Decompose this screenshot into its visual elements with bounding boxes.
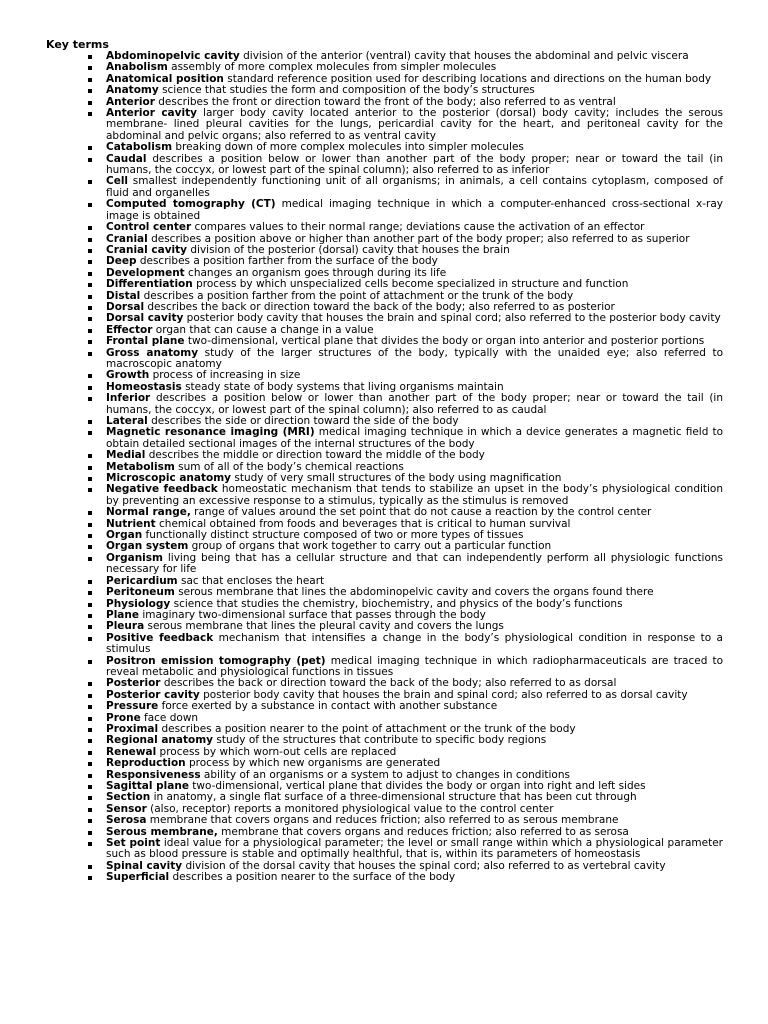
glossary-definition: describes the back or direction toward the back of the body; also referred to as dorsal [163,677,617,690]
glossary-definition: assembly of more complex molecules from simpler molecules [171,61,497,74]
glossary-entry [46,393,723,416]
bullet-icon [88,625,92,629]
glossary-term: Positron emission tomography (pet) [106,654,326,667]
bullet-icon [88,180,92,184]
bullet-icon [88,329,92,333]
glossary-definition: division of the posterior (dorsal) cavity that houses the brain [190,243,510,256]
glossary-term: Positive feedback [106,631,214,644]
glossary-definition: describes a position above or higher than another part of the body proper; also referred to as superior [151,232,690,245]
glossary-term: Regional anatomy [106,734,214,747]
glossary-term: Control center [106,221,192,234]
section-heading: Key terms [46,38,109,51]
glossary-term: Superficial [106,871,170,884]
bullet-icon [88,785,92,789]
glossary-definition: describes the side or direction toward the side of the body [151,415,459,427]
glossary-term: Cranial cavity [106,243,188,256]
glossary-definition: medical imaging technique in which radiopharmaceuticals are traced to reveal metabolic and physiological functions in tissues [106,654,723,678]
glossary-definition: organ that can cause a change in a value [155,323,374,336]
glossary-definition: ability of an organisms or a system to adjust to changes in conditions [203,768,570,781]
glossary-definition: describes the back or direction toward the back of the body; also referred to as posterior [147,300,615,313]
glossary-definition: process of increasing in size [152,369,301,382]
bullet-icon [88,477,92,481]
bullet-icon [88,796,92,800]
glossary-term: Organ system [106,540,189,553]
glossary-term: Anterior cavity [106,107,197,120]
bullet-icon [88,762,92,766]
glossary-definition: group of organs that work together to carry out a particular function [191,540,552,553]
bullet-icon [88,511,92,515]
glossary-entry [46,633,723,656]
glossary-definition: changes an organism goes through during its life [188,266,447,279]
glossary-definition: science that studies the chemistry, biochemistry, and physics of the body’s functions [173,597,623,610]
bullet-icon [88,260,92,264]
glossary-definition: sum of all of the body’s chemical reactions [178,460,404,473]
bullet-icon [88,454,92,458]
glossary-definition: homeostatic mechanism that tends to stabilize an upset in the body’s physiological condition by preventing an excessive response to a stimulus, typically as the stimulus is removed [106,483,724,507]
glossary-definition: breaking down of more complex molecules into simpler molecules [175,141,524,154]
glossary-term: Anatomical position [106,72,224,85]
glossary-term: Dorsal [106,300,145,313]
glossary-term: Organ [106,529,143,542]
bullet-icon [88,580,92,584]
bullet-icon [88,420,92,424]
glossary-definition: process by which worn-out cells are replaced [159,745,397,758]
bullet-icon [88,774,92,778]
glossary-definition: study of very small structures of the body using magnification [234,472,562,485]
bullet-icon [88,306,92,310]
bullet-icon [88,112,92,116]
bullet-icon [88,876,92,880]
glossary-term: Posterior [106,677,161,690]
glossary-term: Caudal [106,152,147,165]
glossary-definition: larger body cavity located anterior to the posterior (dorsal) body cavity; includes the serous membrane- lined pleural cavities for the lungs, pericardial cavity for the heart, and peritoneal cavity for the abdominal and pelvic organs; also referred to as ventral cavity [106,107,723,142]
bullet-icon [88,272,92,276]
bullet-icon [88,158,92,162]
glossary-definition: division of the anterior (ventral) cavity that houses the abdominal and pelvic viscera [243,50,689,62]
bullet-icon [88,295,92,299]
glossary-term: Peritoneum [106,586,175,599]
glossary-definition: study of the structures that contribute to specific body regions [216,734,547,747]
bullet-icon [88,739,92,743]
bullet-icon [88,705,92,709]
glossary-term: Physiology [106,597,171,610]
glossary-term: Prone [106,711,141,724]
glossary-definition: ideal value for a physiological parameter; the level or small range within which a physiological parameter such as blood pressure is stable and optimally healthful, that is, within its parameters of homeostasis [106,837,723,861]
glossary-definition: posterior body cavity that houses the brain and spinal cord; also referred to the posterior body cavity [186,312,721,325]
bullet-icon [88,66,92,70]
bullet-icon [88,660,92,664]
glossary-term: Microscopic anatomy [106,472,232,485]
glossary-definition: serous membrane that lines the pleural cavity and covers the lungs [147,620,504,633]
glossary-entry [46,154,723,177]
bullet-icon [88,397,92,401]
glossary-definition: in anatomy, a single flat surface of a three-dimensional structure that has been cut through [153,791,637,804]
glossary-definition: membrane that covers organs and reduces friction; also referred to as serosa [221,825,629,838]
glossary-definition: sac that encloses the heart [180,574,325,587]
glossary-definition: steady state of body systems that living organisms maintain [185,380,504,393]
glossary-term: Effector [106,323,153,336]
bullet-icon [88,101,92,105]
glossary-term: Abdominopelvic cavity [106,50,240,62]
glossary-definition: mechanism that intensifies a change in the body’s physiological condition in response to a stimulus [106,631,723,656]
glossary-definition: two-dimensional, vertical plane that divides the body or organ into right and left sides [192,780,646,792]
glossary-definition: membrane that covers organs and reduces friction; also referred to as serous membrane [149,814,619,827]
glossary-term: Cranial [106,232,148,245]
bullet-icon [88,842,92,846]
bullet-icon [88,249,92,253]
glossary-term: Frontal plane [106,335,185,348]
glossary-term: Posterior cavity [106,688,200,701]
glossary-entry [46,199,723,222]
glossary-definition: process by which unspecialized cells become specialized in structure and function [196,278,629,291]
glossary-term: Metabolism [106,460,175,473]
glossary-definition: medical imaging technique in which a device generates a magnetic field to obtain detailed sectional images of the internal structures of the body [106,426,723,450]
bullet-icon [88,751,92,755]
document-page [46,38,723,884]
glossary-term: Pericardium [106,574,178,587]
bullet-icon [88,819,92,823]
glossary-definition: functionally distinct structure composed of two or more types of tissues [145,529,524,542]
glossary-definition: imaginary two-dimensional surface that passes through the body [142,608,486,621]
glossary-definition: smallest independently functioning unit of all organisms; in animals, a cell contains cytoplasm, composed of fluid and organelles [106,175,723,199]
bullet-icon [88,808,92,812]
bullet-icon [88,431,92,435]
glossary-term: Normal range, [106,506,191,519]
bullet-icon [88,557,92,561]
glossary-definition: standard reference position used for describing locations and directions on the human body [227,72,712,85]
glossary-definition: describes a position below or lower than another part of the body proper; near or toward the tail (in humans, the coccyx, or lowest part of the spinal column); also referred to as caudal [106,392,723,416]
glossary-term: Homeostasis [106,380,182,393]
bullet-icon [88,831,92,835]
glossary-term: Sensor [106,802,147,815]
bullet-icon [88,283,92,287]
glossary-term: Section [106,791,151,804]
glossary-definition: posterior body cavity that houses the brain and spinal cord; also referred to as dorsal cavity [203,688,688,701]
bullet-icon [88,226,92,230]
glossary-term: Dorsal cavity [106,312,184,325]
glossary-term: Differentiation [106,278,193,291]
glossary-definition: compares values to their normal range; deviations cause the activation of an effector [194,221,645,234]
glossary-definition: medical imaging technique in which a computer-enhanced cross-sectional x-ray image is obtained [106,198,723,222]
glossary-entry [46,656,723,679]
glossary-term: Spinal cavity [106,859,183,872]
glossary-definition: describes the front or direction toward the front of the body; also referred to as ventral [158,95,616,108]
glossary-definition: study of the larger structures of the body, typically with the unaided eye; also referred to macroscopic anatomy [106,346,723,370]
bullet-icon [88,865,92,869]
glossary-term: Serous membrane, [106,825,218,838]
bullet-icon [88,146,92,150]
glossary-term: Pleura [106,620,145,633]
bullet-icon [88,203,92,207]
bullet-icon [88,89,92,93]
glossary-term: Renewal [106,745,157,758]
glossary-definition: describes a position farther from the surface of the body [139,255,438,268]
bullet-icon [88,637,92,641]
glossary-term: Gross anatomy [106,346,199,359]
bullet-icon [88,614,92,618]
bullet-icon [88,466,92,470]
glossary-definition: face down [144,711,199,724]
bullet-icon [88,78,92,82]
glossary-term: Development [106,266,185,279]
bullet-icon [88,386,92,390]
bullet-icon [88,317,92,321]
glossary-term: Responsiveness [106,768,201,781]
glossary-term: Pressure [106,700,159,713]
glossary-entry [46,553,723,576]
glossary-term: Anatomy [106,84,159,97]
glossary-definition: describes a position below or lower than another part of the body proper; near or toward the tail (in humans, the coccyx, or lowest part of the spinal column); also referred to as inferior [106,152,723,177]
glossary-term: Organism [106,551,163,564]
bullet-icon [88,603,92,607]
glossary-term: Nutrient [106,517,156,530]
glossary-term: Medial [106,449,146,462]
glossary-term: Sagittal plane [106,780,189,792]
glossary-entry [46,108,723,142]
glossary-term: Lateral [106,415,148,427]
glossary-definition: process by which new organisms are generated [188,757,441,770]
glossary-term: Deep [106,255,137,268]
glossary-definition: describes a position nearer to the surface of the body [172,871,456,884]
glossary-entry [46,176,723,199]
bullet-icon [88,488,92,492]
glossary-term: Anterior [106,95,155,108]
glossary-definition: range of values around the set point that do not cause a reaction by the control center [194,506,652,519]
key-terms-list [46,51,723,884]
bullet-icon [88,340,92,344]
glossary-term: Negative feedback [106,483,218,496]
bullet-icon [88,374,92,378]
glossary-definition: force exerted by a substance in contact with another substance [161,700,498,713]
glossary-definition: chemical obtained from foods and beverages that is critical to human survival [159,517,571,530]
glossary-term: Magnetic resonance imaging (MRI) [106,426,315,439]
bullet-icon [88,591,92,595]
glossary-entry [46,484,723,507]
glossary-entry [46,427,723,450]
bullet-icon [88,682,92,686]
glossary-entry [46,838,723,861]
bullet-icon [88,717,92,721]
glossary-definition: describes a position farther from the point of attachment or the trunk of the body [143,289,574,302]
bullet-icon [88,238,92,242]
glossary-term: Catabolism [106,141,173,154]
glossary-definition: science that studies the form and composition of the body’s structures [162,84,535,97]
glossary-definition: describes the middle or direction toward the middle of the body [148,449,485,462]
glossary-term: Serosa [106,814,147,827]
bullet-icon [88,728,92,732]
bullet-icon [88,534,92,538]
glossary-term: Distal [106,289,141,302]
glossary-definition: (also, receptor) reports a monitored physiological value to the control center [150,802,554,815]
bullet-icon [88,694,92,698]
glossary-term: Computed tomography (CT) [106,198,276,211]
glossary-term: Inferior [106,392,151,405]
bullet-icon [88,545,92,549]
glossary-definition: living being that has a cellular structure and that can independently perform all physiologic functions necessary for life [106,551,723,576]
glossary-definition: division of the dorsal cavity that houses the spinal cord; also referred to as vertebral cavity [185,859,666,872]
glossary-term: Set point [106,837,161,850]
bullet-icon [88,352,92,356]
glossary-entry [46,872,723,883]
glossary-term: Plane [106,608,139,621]
glossary-entry [46,348,723,371]
bullet-icon [88,55,92,59]
glossary-term: Cell [106,175,129,188]
bullet-icon [88,523,92,527]
glossary-definition: two-dimensional, vertical plane that divides the body or organ into anterior and posterior portions [187,335,705,348]
glossary-definition: serous membrane that lines the abdominopelvic cavity and covers the organs found there [178,586,654,599]
glossary-term: Proximal [106,722,159,735]
glossary-term: Anabolism [106,61,168,74]
glossary-term: Reproduction [106,757,186,770]
glossary-definition: describes a position nearer to the point of attachment or the trunk of the body [161,722,576,735]
glossary-term: Growth [106,369,150,382]
